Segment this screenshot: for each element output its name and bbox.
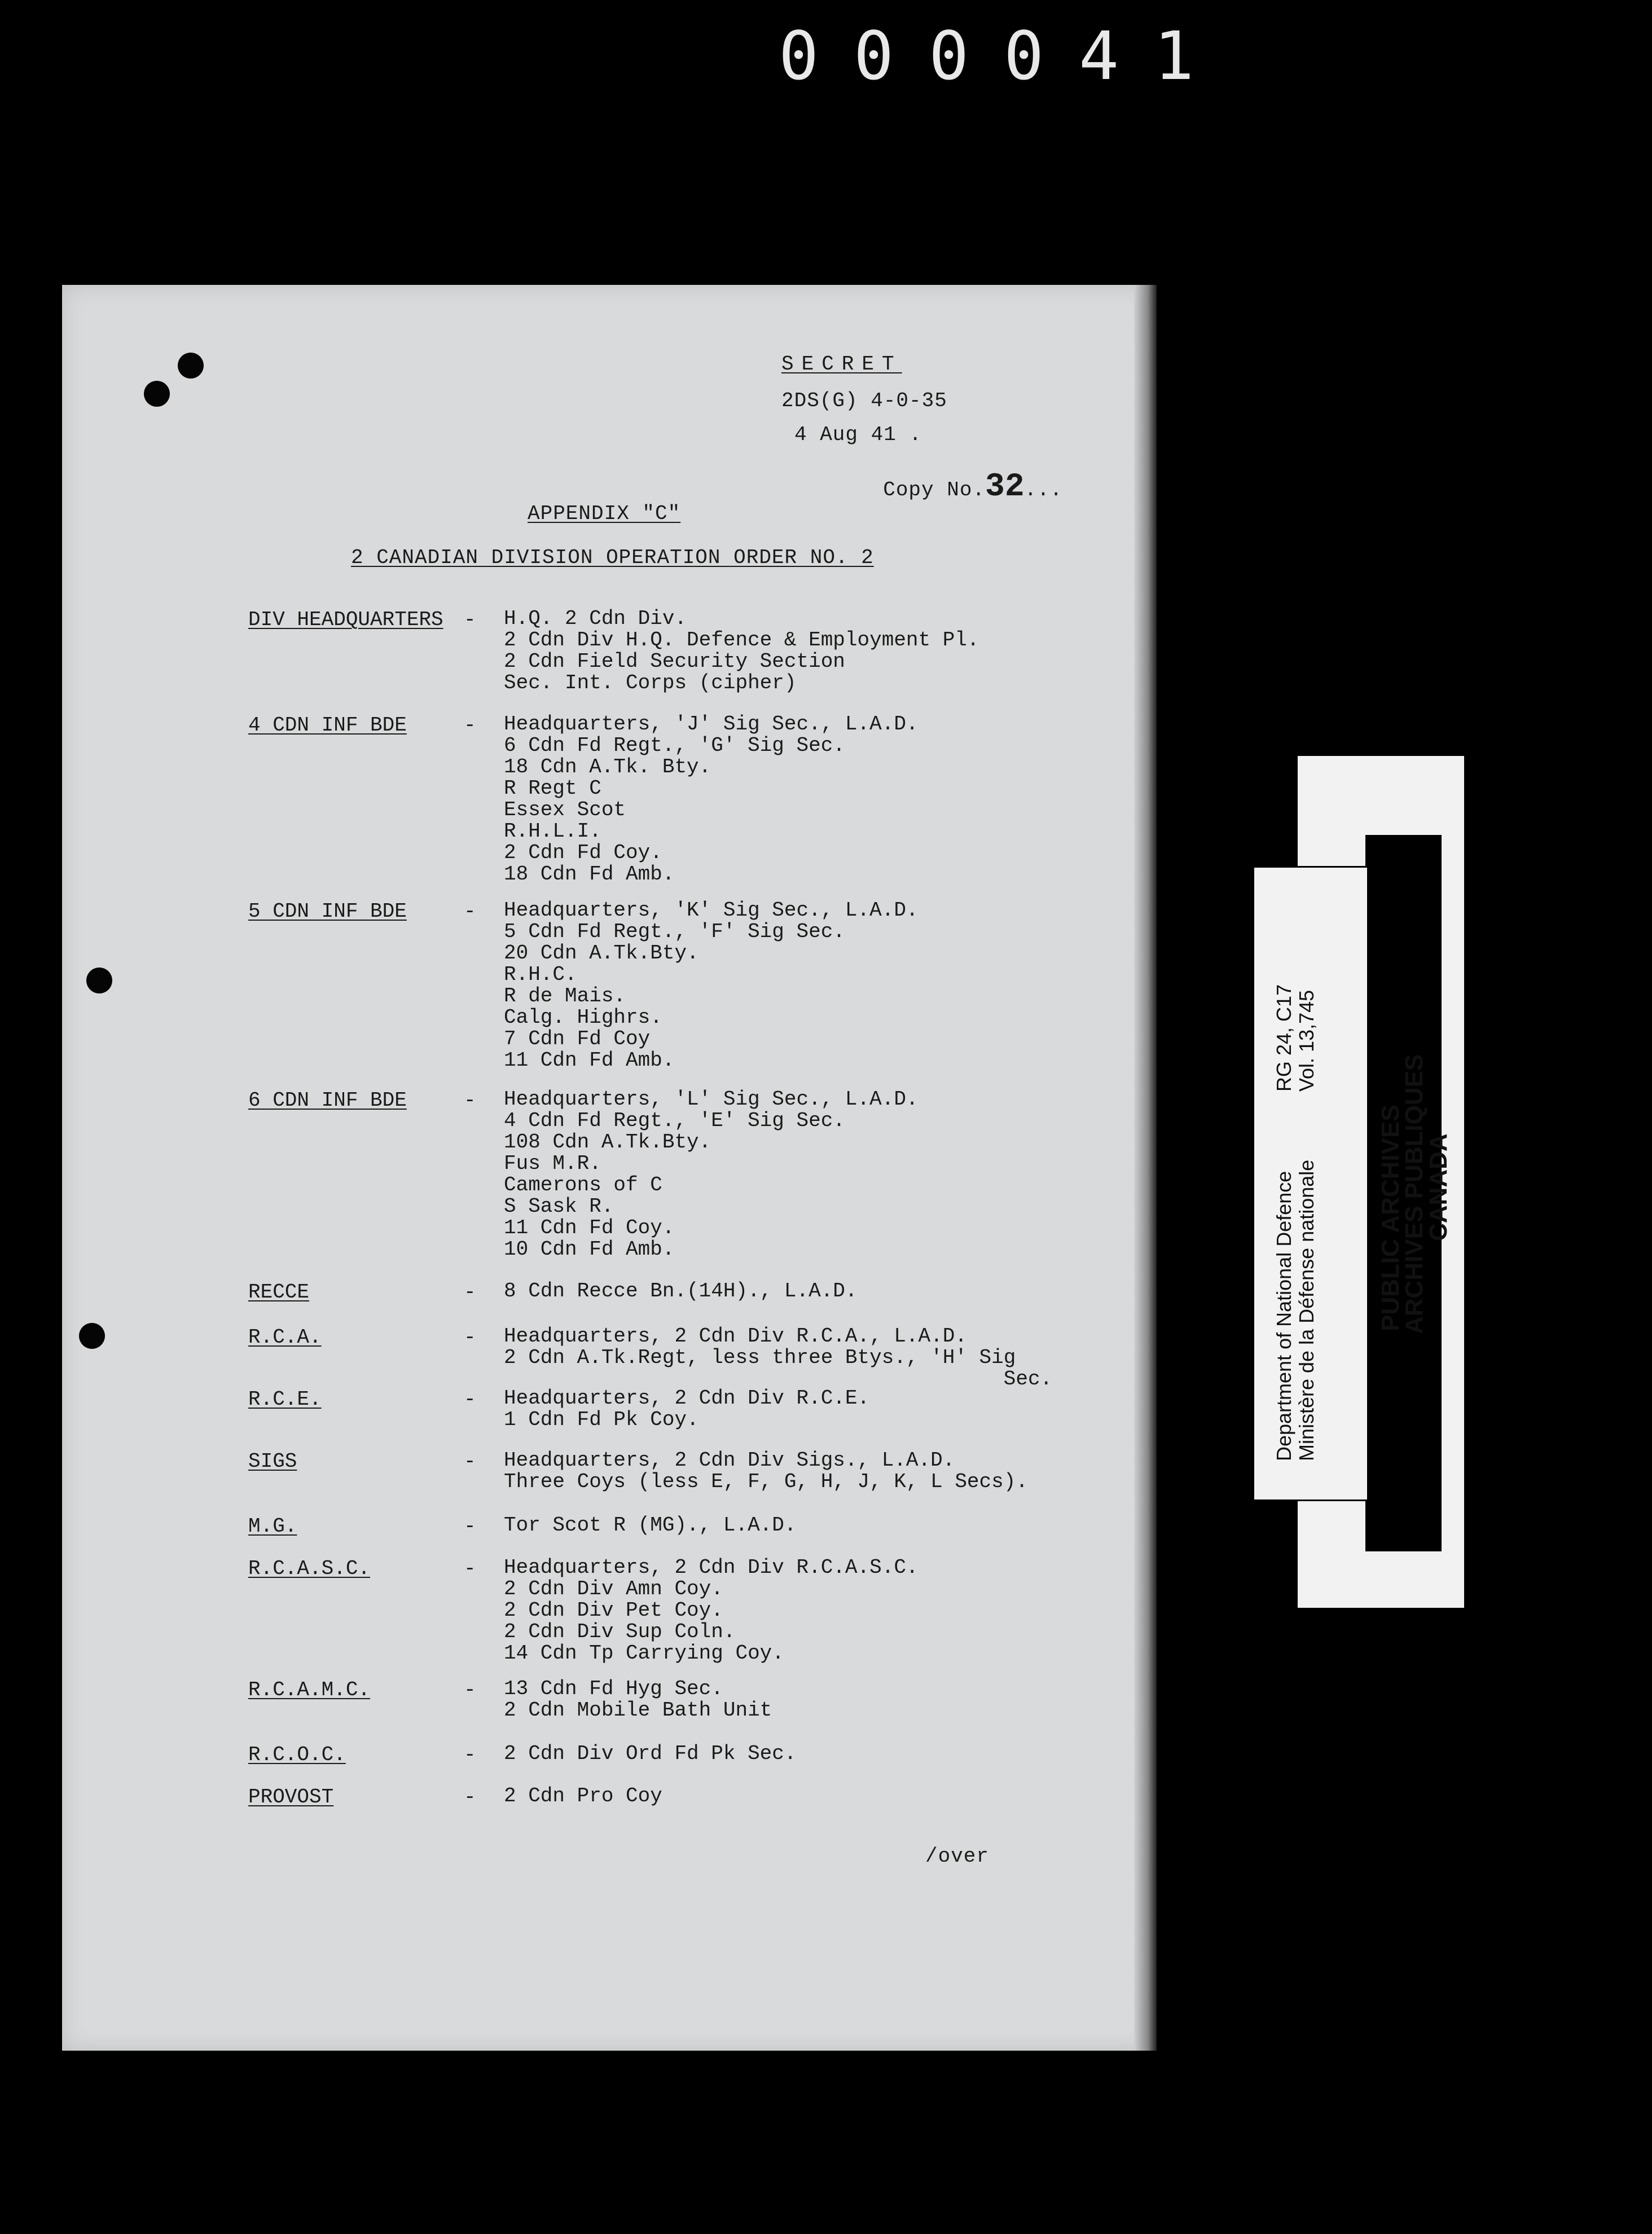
file-reference: 2DS(G) 4-0-35 xyxy=(781,389,947,412)
unit-label: RECCE xyxy=(248,1281,310,1304)
unit-label: R.C.A.M.C. xyxy=(248,1678,371,1701)
unit-line: 5 Cdn Fd Regt., 'F' Sig Sec. xyxy=(504,920,845,943)
unit-line: 1 Cdn Fd Pk Coy. xyxy=(504,1408,699,1431)
unit-line: Camerons of C xyxy=(504,1173,662,1197)
unit-dash: - xyxy=(464,1281,476,1304)
copy-label: Copy No. xyxy=(883,478,986,502)
unit-dash: - xyxy=(464,1557,476,1580)
stamp-country: CANADA xyxy=(1425,1133,1452,1241)
unit-line: 8 Cdn Recce Bn.(14H)., L.A.D. xyxy=(504,1279,858,1303)
unit-dash: - xyxy=(464,1786,476,1809)
unit-label: 5 CDN INF BDE xyxy=(248,900,407,923)
unit-label: R.C.A.S.C. xyxy=(248,1557,371,1580)
unit-label: DIV HEADQUARTERS xyxy=(248,608,443,631)
appendix-title: APPENDIX "C" xyxy=(528,502,681,525)
unit-line: Essex Scot xyxy=(504,798,626,821)
unit-line: 4 Cdn Fd Regt., 'E' Sig Sec. xyxy=(504,1109,845,1132)
unit-line: Three Coys (less E, F, G, H, J, K, L Secs). xyxy=(504,1470,1028,1493)
unit-line: 11 Cdn Fd Coy. xyxy=(504,1216,675,1239)
unit-line: 2 Cdn Mobile Bath Unit xyxy=(504,1699,772,1722)
unit-label: R.C.O.C. xyxy=(248,1743,346,1766)
unit-line: 13 Cdn Fd Hyg Sec. xyxy=(504,1677,723,1700)
punch-hole xyxy=(178,353,204,379)
unit-dash: - xyxy=(464,1089,476,1112)
unit-dash: - xyxy=(464,900,476,923)
document-date: 4 Aug 41 . xyxy=(794,423,922,446)
unit-line: Headquarters, 2 Cdn Div R.C.E. xyxy=(504,1387,870,1410)
unit-line: 14 Cdn Tp Carrying Coy. xyxy=(504,1642,784,1665)
copy-trail: ... xyxy=(1024,478,1063,502)
unit-line: 2 Cdn Fd Coy. xyxy=(504,841,662,864)
unit-line: Headquarters, 'J' Sig Sec., L.A.D. xyxy=(504,713,919,736)
stamp-dept-fr: Ministère de la Défense nationale xyxy=(1295,1159,1318,1461)
unit-line: Headquarters, 2 Cdn Div R.C.A.S.C. xyxy=(504,1556,919,1579)
over-note: /over xyxy=(925,1845,990,1868)
unit-line: 18 Cdn Fd Amb. xyxy=(504,863,675,886)
stamp-archives-en: PUBLIC ARCHIVES xyxy=(1377,1105,1404,1331)
unit-line: 2 Cdn Div Sup Coln. xyxy=(504,1620,736,1643)
unit-line: 2 Cdn Div Pet Coy. xyxy=(504,1599,723,1622)
unit-line: R Regt C xyxy=(504,777,601,800)
unit-line: Sec. xyxy=(504,1367,1053,1391)
unit-dash: - xyxy=(464,1743,476,1766)
unit-line: 2 Cdn Div Ord Fd Pk Sec. xyxy=(504,1742,797,1765)
unit-label: 4 CDN INF BDE xyxy=(248,714,407,737)
order-title: 2 CANADIAN DIVISION OPERATION ORDER NO. 2 xyxy=(351,546,874,569)
unit-line: Headquarters, 2 Cdn Div R.C.A., L.A.D. xyxy=(504,1325,967,1348)
unit-line: R de Mais. xyxy=(504,984,626,1008)
unit-label: SIGS xyxy=(248,1450,297,1473)
stamp-dept-en: Department of National Defence xyxy=(1272,1171,1295,1461)
punch-hole xyxy=(79,1323,105,1349)
stamp-archives-fr: ARCHIVES PUBLIQUES xyxy=(1400,1054,1428,1334)
unit-dash: - xyxy=(464,1450,476,1473)
classification: SECRET xyxy=(781,353,902,376)
unit-line: R.H.L.I. xyxy=(504,820,601,843)
stamp-record-group: RG 24, C17 xyxy=(1272,984,1295,1092)
unit-dash: - xyxy=(464,608,476,631)
unit-line: 11 Cdn Fd Amb. xyxy=(504,1049,675,1072)
unit-dash: - xyxy=(464,1388,476,1411)
unit-line: Calg. Highrs. xyxy=(504,1006,662,1029)
unit-label: R.C.A. xyxy=(248,1326,322,1349)
copy-number-line xyxy=(858,446,1062,505)
copy-number: 32 xyxy=(985,469,1025,505)
unit-line: 10 Cdn Fd Amb. xyxy=(504,1238,675,1261)
unit-line: Headquarters, 'L' Sig Sec., L.A.D. xyxy=(504,1088,919,1111)
unit-line: Sec. Int. Corps (cipher) xyxy=(504,671,797,694)
unit-dash: - xyxy=(464,714,476,737)
unit-line: Headquarters, 'K' Sig Sec., L.A.D. xyxy=(504,899,919,922)
unit-line: R.H.C. xyxy=(504,963,577,986)
unit-line: Fus M.R. xyxy=(504,1152,601,1175)
frame-number: 000041 xyxy=(779,17,1229,95)
unit-line: 2 Cdn Field Security Section xyxy=(504,650,845,673)
unit-dash: - xyxy=(464,1515,476,1538)
unit-line: Headquarters, 2 Cdn Div Sigs., L.A.D. xyxy=(504,1449,955,1472)
page-edge xyxy=(1134,285,1157,2051)
unit-line: 108 Cdn A.Tk.Bty. xyxy=(504,1131,711,1154)
unit-line: 2 Cdn Pro Coy xyxy=(504,1784,662,1808)
unit-label: R.C.E. xyxy=(248,1388,322,1411)
unit-label: M.G. xyxy=(248,1515,297,1538)
unit-line: 2 Cdn A.Tk.Regt, less three Btys., 'H' Sig xyxy=(504,1346,1016,1369)
unit-line: 18 Cdn A.Tk. Bty. xyxy=(504,755,711,779)
unit-line: S Sask R. xyxy=(504,1195,614,1218)
unit-line: H.Q. 2 Cdn Div. xyxy=(504,607,687,630)
unit-dash: - xyxy=(464,1326,476,1349)
unit-label: PROVOST xyxy=(248,1786,334,1809)
unit-line: 20 Cdn A.Tk.Bty. xyxy=(504,942,699,965)
unit-line: 7 Cdn Fd Coy xyxy=(504,1027,651,1050)
stamp-volume: Vol. 13,745 xyxy=(1295,990,1318,1092)
punch-hole xyxy=(86,968,112,993)
unit-line: 6 Cdn Fd Regt., 'G' Sig Sec. xyxy=(504,734,845,757)
unit-line: Tor Scot R (MG)., L.A.D. xyxy=(504,1514,797,1537)
punch-hole xyxy=(144,381,170,407)
unit-line: 2 Cdn Div Amn Coy. xyxy=(504,1577,723,1600)
unit-dash: - xyxy=(464,1678,476,1701)
unit-line: 2 Cdn Div H.Q. Defence & Employment Pl. xyxy=(504,628,979,652)
unit-label: 6 CDN INF BDE xyxy=(248,1089,407,1112)
